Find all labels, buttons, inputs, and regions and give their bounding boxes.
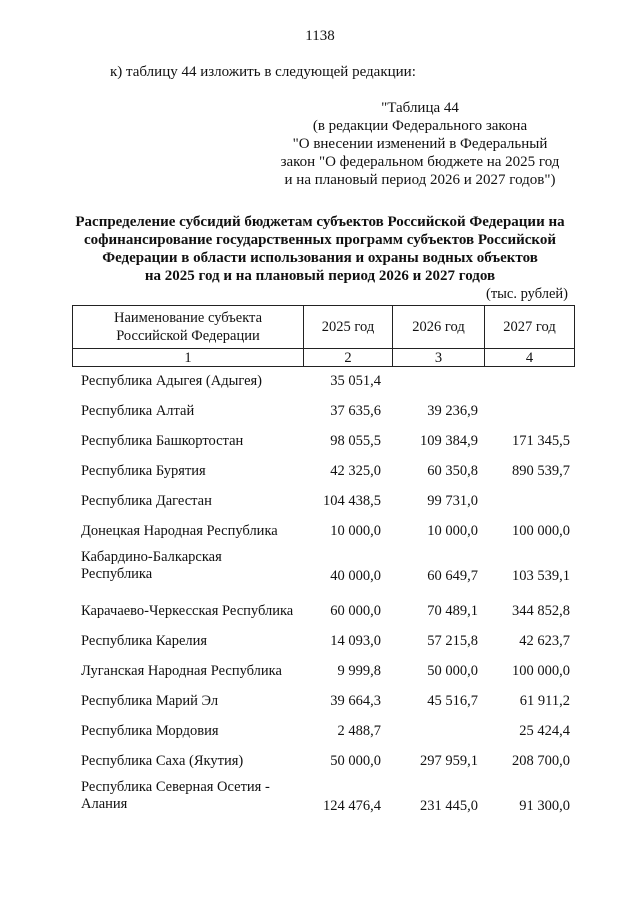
- region-name-cell: [72, 753, 303, 770]
- value-2025-cell: 60 000,0: [330, 603, 381, 619]
- table-row: [72, 687, 574, 717]
- table-row: [72, 487, 574, 517]
- value-2025-cell: 42 325,0: [330, 463, 381, 479]
- value-2027-cell: 42 623,7: [519, 633, 570, 649]
- title-line: Распределение субсидий бюджетам субъектов Российской Федерации на: [75, 214, 565, 230]
- region-name-line: Кабардино-Балкарская: [81, 549, 222, 565]
- region-name-cell: [72, 693, 303, 710]
- region-name-line: Республика Дагестан: [81, 493, 212, 509]
- table-row: [72, 517, 574, 547]
- value-2026-cell: 60 649,7: [427, 568, 478, 584]
- region-name-cell: [72, 403, 303, 420]
- note-line: "Таблица 44: [381, 100, 459, 116]
- region-name-cell: [72, 633, 303, 650]
- table-row: [72, 627, 574, 657]
- units-label: (тыс. рублей): [486, 286, 568, 302]
- region-name-cell: [72, 723, 303, 740]
- intro-text: к) таблицу 44 изложить в следующей редакции:: [110, 64, 416, 80]
- region-name-cell: [72, 663, 303, 680]
- value-2026-cell: 45 516,7: [427, 693, 478, 709]
- value-2026-cell: 231 445,0: [420, 798, 478, 814]
- table-body: [72, 367, 574, 827]
- value-2027-cell: 344 852,8: [512, 603, 570, 619]
- table-header: [72, 305, 575, 367]
- document-title: [60, 213, 580, 285]
- value-2025-cell: 104 438,5: [323, 493, 381, 509]
- header-2026: 2026 год: [393, 306, 485, 349]
- value-2025-cell: 10 000,0: [330, 523, 381, 539]
- header-2025: 2025 год: [304, 306, 393, 349]
- region-name-cell: [72, 779, 303, 813]
- region-name-line: Карачаево-Черкесская Республика: [81, 603, 294, 619]
- region-name-line: Республика Алтай: [81, 403, 195, 419]
- value-2027-cell: 25 424,4: [519, 723, 570, 739]
- table-row: [72, 657, 574, 687]
- header-region-name: [73, 306, 304, 349]
- region-name-line: Республика Мордовия: [81, 723, 219, 739]
- value-2025-cell: 2 488,7: [337, 723, 381, 739]
- table-row: [72, 367, 574, 397]
- region-name-line: Республика: [81, 566, 153, 582]
- title-line: Федерации в области использования и охраны водных объектов: [102, 250, 538, 266]
- value-2026-cell: 10 000,0: [427, 523, 478, 539]
- region-name-cell: [72, 373, 303, 390]
- note-line: "О внесении изменений в Федеральный: [292, 136, 548, 152]
- table-row: [72, 747, 574, 777]
- region-name-cell: [72, 523, 303, 540]
- page-number: 1138: [305, 28, 335, 44]
- region-name-cell: [72, 493, 303, 510]
- table-row: [72, 457, 574, 487]
- value-2026-cell: 297 959,1: [420, 753, 478, 769]
- table-row: [72, 427, 574, 457]
- note-line: (в редакции Федерального закона: [312, 118, 528, 134]
- value-2025-cell: 98 055,5: [330, 433, 381, 449]
- value-2026-cell: 60 350,8: [427, 463, 478, 479]
- table-row: [72, 777, 574, 827]
- value-2027-cell: 100 000,0: [512, 523, 570, 539]
- column-number: 4: [485, 349, 575, 367]
- value-2027-cell: 171 345,5: [512, 433, 570, 449]
- value-2025-cell: 35 051,4: [330, 373, 381, 389]
- value-2025-cell: 50 000,0: [330, 753, 381, 769]
- subsidy-table: [72, 305, 574, 827]
- region-name-line: Алания: [81, 796, 128, 812]
- note-line: закон "О федеральном бюджете на 2025 год: [280, 154, 560, 170]
- region-name-line: Республика Башкортостан: [81, 433, 244, 449]
- value-2026-cell: 99 731,0: [427, 493, 478, 509]
- header-2027: 2027 год: [485, 306, 575, 349]
- value-2027-cell: 61 911,2: [519, 693, 570, 709]
- value-2026-cell: 57 215,8: [427, 633, 478, 649]
- value-2027-cell: 208 700,0: [512, 753, 570, 769]
- column-number: 3: [393, 349, 485, 367]
- title-line: софинансирование государственных программ субъектов Российской: [84, 232, 556, 248]
- value-2026-cell: 70 489,1: [427, 603, 478, 619]
- column-number: 2: [304, 349, 393, 367]
- region-name-cell: [72, 603, 303, 620]
- value-2027-cell: 890 539,7: [512, 463, 570, 479]
- region-name-line: Республика Марий Эл: [81, 693, 219, 709]
- region-name-cell: [72, 433, 303, 450]
- table-row: [72, 547, 574, 597]
- region-name-line: Республика Адыгея (Адыгея): [81, 373, 263, 389]
- value-2025-cell: 37 635,6: [330, 403, 381, 419]
- column-number: 1: [73, 349, 304, 367]
- table-edition-note: [250, 99, 590, 189]
- title-line: на 2025 год и на плановый период 2026 и 2027 годов: [144, 268, 496, 284]
- value-2027-cell: 91 300,0: [519, 798, 570, 814]
- region-name-line: Луганская Народная Республика: [81, 663, 282, 679]
- value-2026-cell: 50 000,0: [427, 663, 478, 679]
- table-row: [72, 597, 574, 627]
- value-2027-cell: 100 000,0: [512, 663, 570, 679]
- note-line: и на плановый период 2026 и 2027 годов"): [284, 172, 556, 188]
- value-2025-cell: 39 664,3: [330, 693, 381, 709]
- table-row: [72, 397, 574, 427]
- region-name-line: Республика Бурятия: [81, 463, 206, 479]
- region-name-cell: [72, 549, 303, 583]
- value-2026-cell: 109 384,9: [420, 433, 478, 449]
- region-name-line: Донецкая Народная Республика: [81, 523, 278, 539]
- value-2025-cell: 124 476,4: [323, 798, 381, 814]
- region-name-cell: [72, 463, 303, 480]
- region-name-line: Республика Саха (Якутия): [81, 753, 244, 769]
- header-name-line: Российской Федерации: [116, 328, 260, 344]
- value-2027-cell: 103 539,1: [512, 568, 570, 584]
- value-2026-cell: 39 236,9: [427, 403, 478, 419]
- value-2025-cell: 14 093,0: [330, 633, 381, 649]
- value-2025-cell: 9 999,8: [337, 663, 381, 679]
- region-name-line: Республика Карелия: [81, 633, 208, 649]
- table-row: [72, 717, 574, 747]
- value-2025-cell: 40 000,0: [330, 568, 381, 584]
- region-name-line: Республика Северная Осетия -: [81, 779, 270, 795]
- header-name-line: Наименование субъекта: [113, 310, 263, 326]
